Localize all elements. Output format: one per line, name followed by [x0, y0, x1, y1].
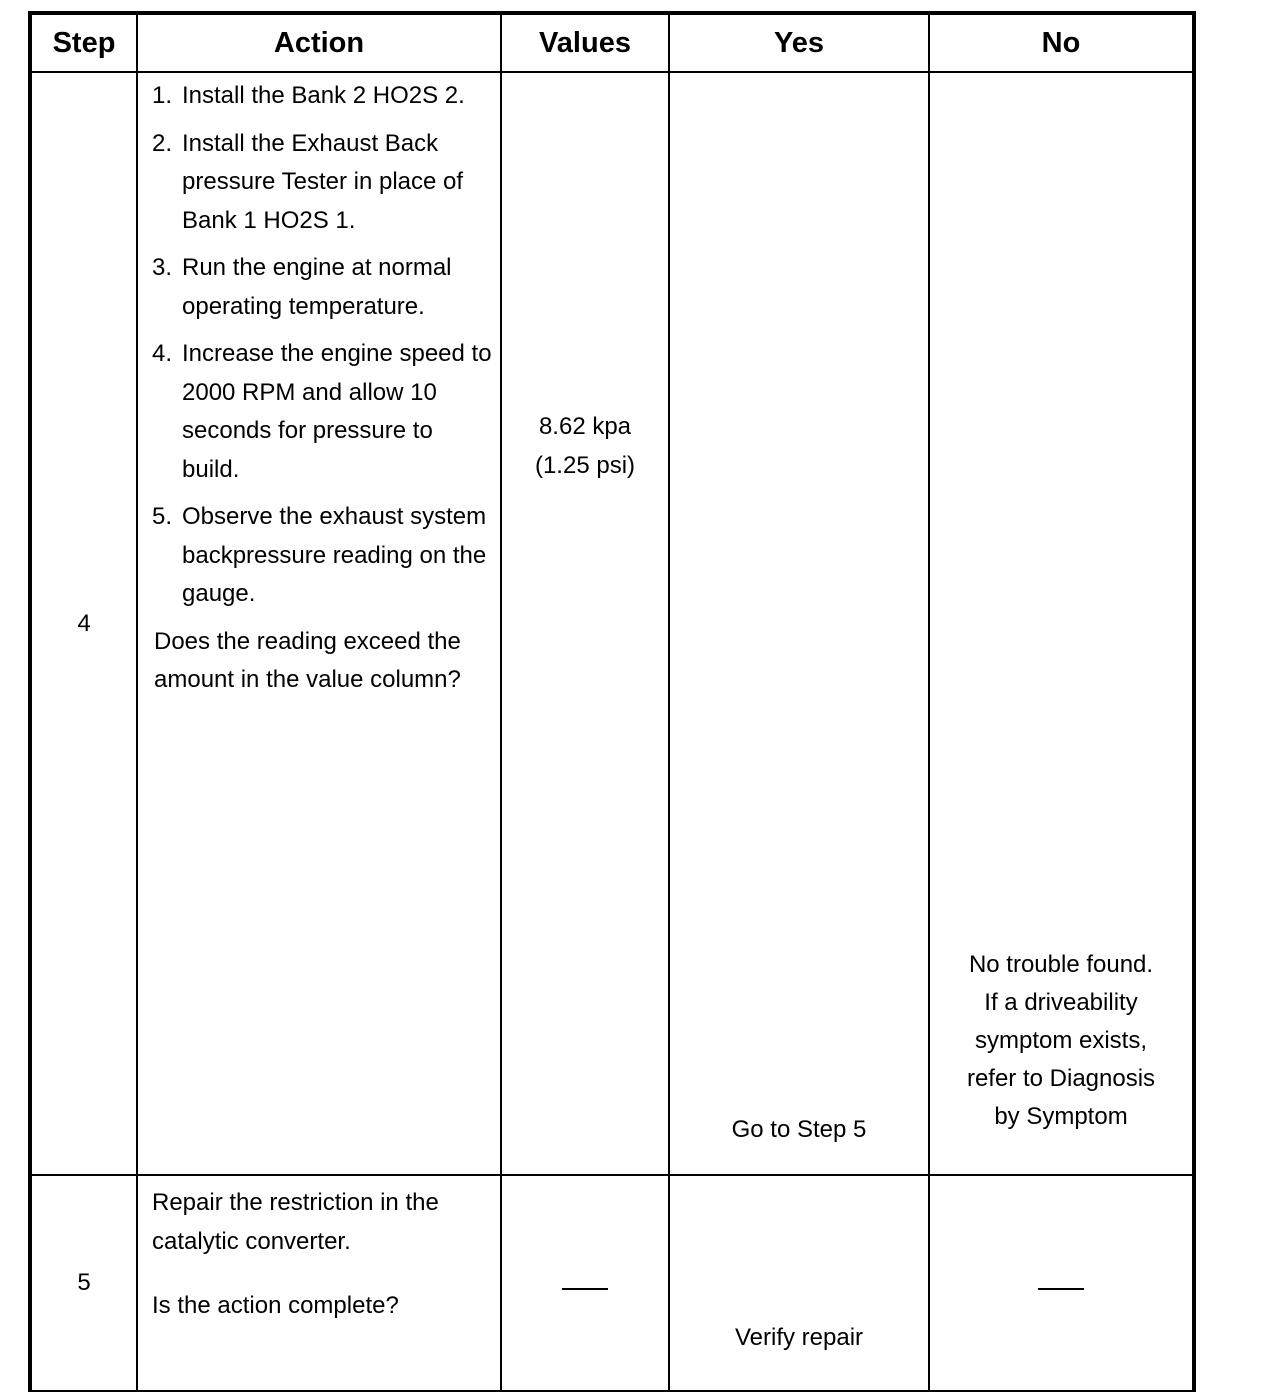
header-action: Action — [137, 14, 501, 72]
value-kpa: 8.62 kpa — [538, 413, 632, 440]
table-row-step-4 — [31, 72, 1193, 1175]
diagnostic-table — [30, 13, 1194, 1392]
header-values: Values — [501, 14, 669, 72]
action-steps-list — [152, 77, 492, 614]
no-text-line: symptom exists, — [974, 1027, 1148, 1054]
header-step: Step — [31, 14, 137, 72]
values-cell — [501, 72, 669, 1175]
action-step: 5. Observe the exhaust system backpressure reading on the gauge. — [152, 503, 487, 607]
action-cell — [137, 1175, 501, 1391]
step-number: 5 — [31, 1175, 137, 1391]
action-text: Repair the restriction in the catalytic converter. — [152, 1189, 439, 1255]
action-question: Does the reading exceed the amount in the value column? — [154, 627, 461, 693]
no-dash — [1038, 1288, 1084, 1290]
action-step: 2. Install the Exhaust Back pressure Tester in place of Bank 1 HO2S 1. — [152, 129, 464, 234]
action-step: 3. Run the engine at normal operating temperature. — [152, 254, 452, 320]
table-row-step-5 — [31, 1175, 1193, 1391]
values-cell — [501, 1175, 669, 1391]
no-text-line: refer to Diagnosis — [966, 1065, 1156, 1092]
action-question: Is the action complete? — [152, 1292, 399, 1319]
yes-cell: Go to Step 5 — [669, 72, 929, 1175]
action-step: 1. Install the Bank 2 HO2S 2. — [152, 82, 465, 109]
value-dash — [562, 1288, 608, 1290]
no-cell — [929, 72, 1193, 1175]
no-text-line: by Symptom — [994, 1103, 1128, 1130]
value-psi: (1.25 psi) — [534, 451, 636, 479]
step-number: 4 — [31, 72, 137, 1175]
header-no: No — [929, 14, 1193, 72]
action-cell — [137, 72, 501, 1175]
header-row — [31, 14, 1193, 72]
no-text-line: No trouble found. — [968, 951, 1154, 978]
no-text-line: If a driveability — [984, 989, 1138, 1016]
no-cell — [929, 1175, 1193, 1391]
header-yes: Yes — [669, 14, 929, 72]
yes-cell: Verify repair — [669, 1175, 929, 1391]
action-step: 4. Increase the engine speed to 2000 RPM and allow 10 seconds for pressure to build. — [152, 340, 492, 483]
